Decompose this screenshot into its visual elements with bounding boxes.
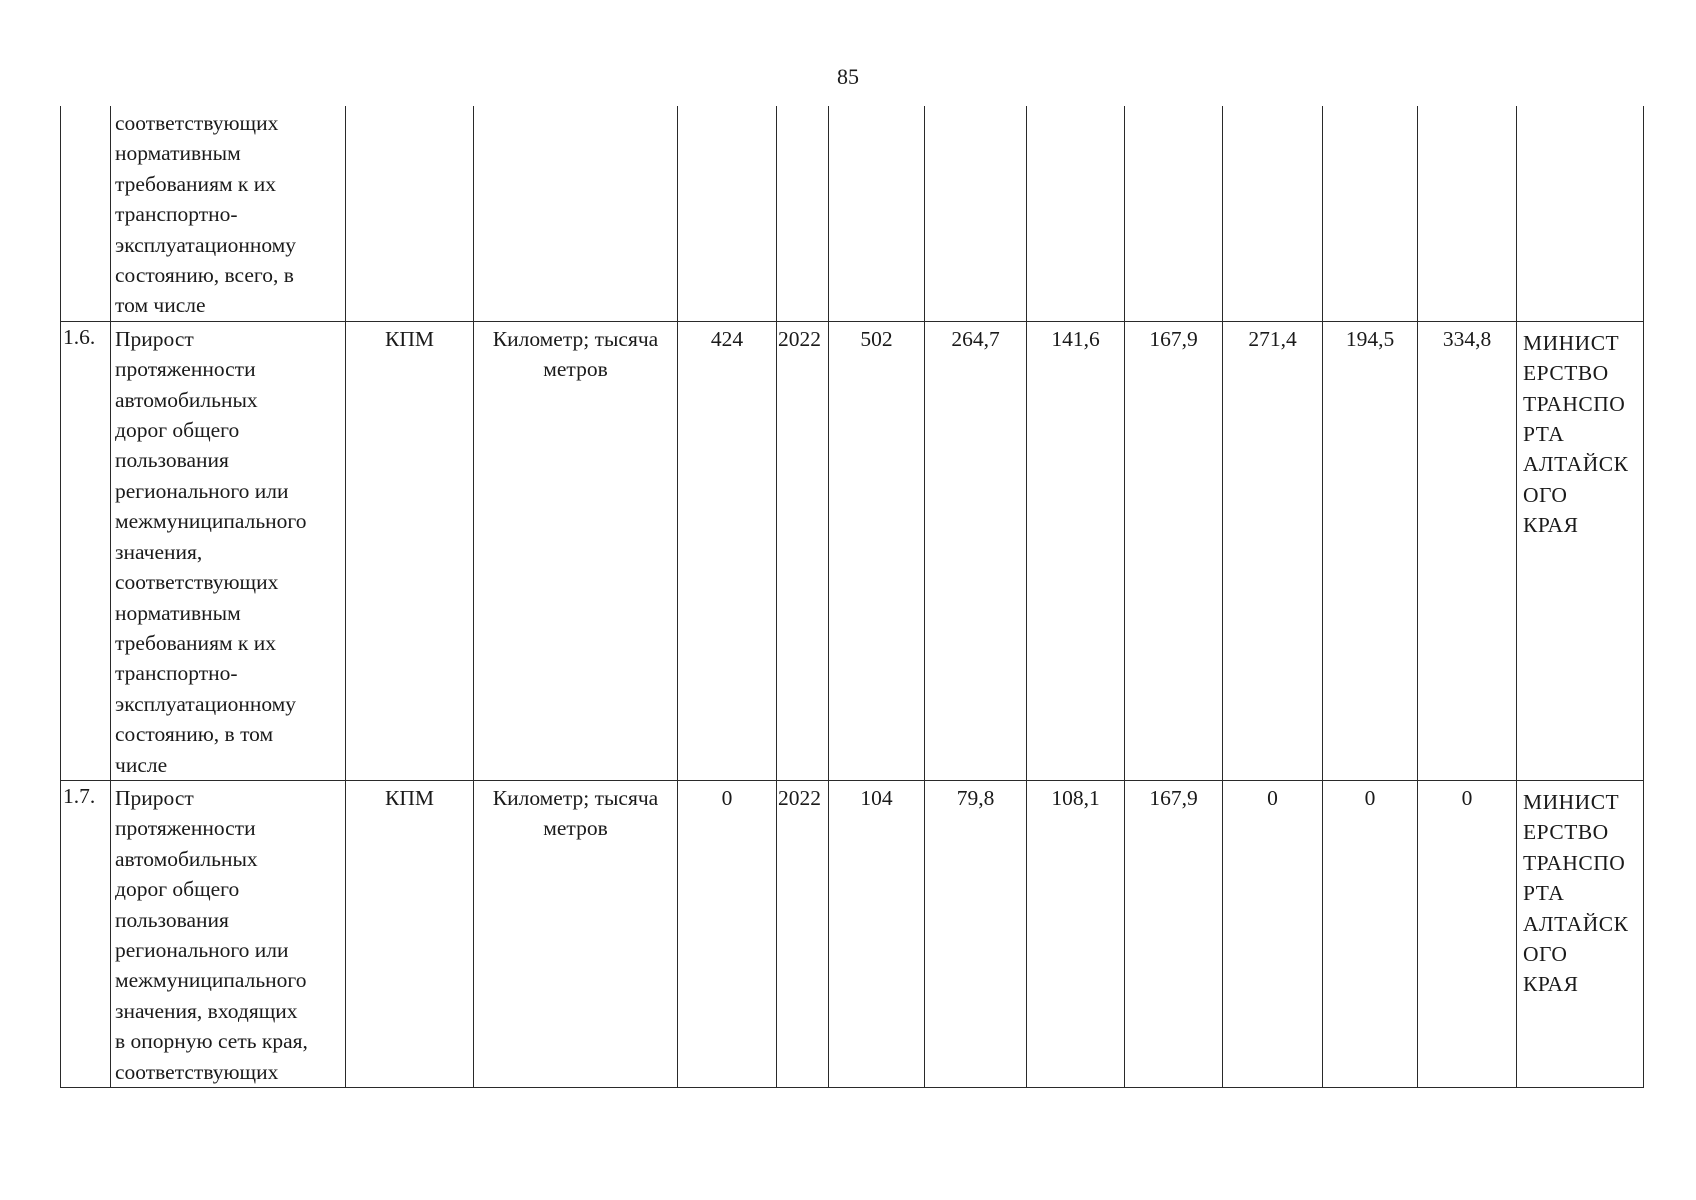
- value-cell: 104: [829, 780, 925, 1087]
- base-value-cell: 424: [678, 321, 777, 780]
- indicator-name-cell: Прирост протяженности автомобильных дорог общего пользования регионального или межмуниципального значения, входящих в опорную сеть края, соответствующих: [111, 780, 346, 1087]
- unit-cell: [474, 106, 678, 321]
- value-cell: 79,8: [925, 780, 1027, 1087]
- responsible-cell: МИНИСТ ЕРСТВО ТРАНСПО РТА АЛТАЙСК ОГО КРАЯ: [1517, 321, 1644, 780]
- value-cell: [1418, 106, 1517, 321]
- value-cell: 167,9: [1125, 321, 1223, 780]
- value-cell: 271,4: [1223, 321, 1323, 780]
- table-row-continuation: [61, 106, 1644, 321]
- row-number-cell: 1.6.: [61, 321, 111, 780]
- row-number-cell: 1.7.: [61, 780, 111, 1087]
- value-cell: 0: [1223, 780, 1323, 1087]
- table-row: [61, 780, 1644, 1087]
- base-value-cell: [678, 106, 777, 321]
- responsible-cell: МИНИСТ ЕРСТВО ТРАНСПО РТА АЛТАЙСК ОГО КРАЯ: [1517, 780, 1644, 1087]
- unit-cell: Километр; тысяча метров: [474, 780, 678, 1087]
- value-cell: 264,7: [925, 321, 1027, 780]
- base-year-cell: 2022: [777, 780, 829, 1087]
- indicator-name-cell: соответствующих нормативным требованиям к их транспортно- эксплуатационному состоянию, всего, в том числе: [111, 106, 346, 321]
- value-cell: 0: [1418, 780, 1517, 1087]
- page-number: 85: [837, 64, 859, 89]
- value-cell: [829, 106, 925, 321]
- source-cell: КПМ: [346, 780, 474, 1087]
- value-cell: 141,6: [1027, 321, 1125, 780]
- value-cell: 194,5: [1323, 321, 1418, 780]
- responsible-cell: [1517, 106, 1644, 321]
- value-cell: 0: [1323, 780, 1418, 1087]
- unit-cell: Километр; тысяча метров: [474, 321, 678, 780]
- indicator-name-cell: Прирост протяженности автомобильных дорог общего пользования регионального или межмуниципального значения, соответствующих нормативным требованиям к их транспортно- эксплуатационному состоянию, в том числе: [111, 321, 346, 780]
- base-year-cell: 2022: [777, 321, 829, 780]
- value-cell: [1027, 106, 1125, 321]
- value-cell: [925, 106, 1027, 321]
- source-cell: КПМ: [346, 321, 474, 780]
- value-cell: 502: [829, 321, 925, 780]
- value-cell: [1223, 106, 1323, 321]
- source-cell: [346, 106, 474, 321]
- base-value-cell: 0: [678, 780, 777, 1087]
- value-cell: [1323, 106, 1418, 321]
- indicators-table: [60, 106, 1644, 1088]
- value-cell: 334,8: [1418, 321, 1517, 780]
- value-cell: 108,1: [1027, 780, 1125, 1087]
- value-cell: [1125, 106, 1223, 321]
- value-cell: 167,9: [1125, 780, 1223, 1087]
- base-year-cell: [777, 106, 829, 321]
- table-row: [61, 321, 1644, 780]
- row-number-cell: [61, 106, 111, 321]
